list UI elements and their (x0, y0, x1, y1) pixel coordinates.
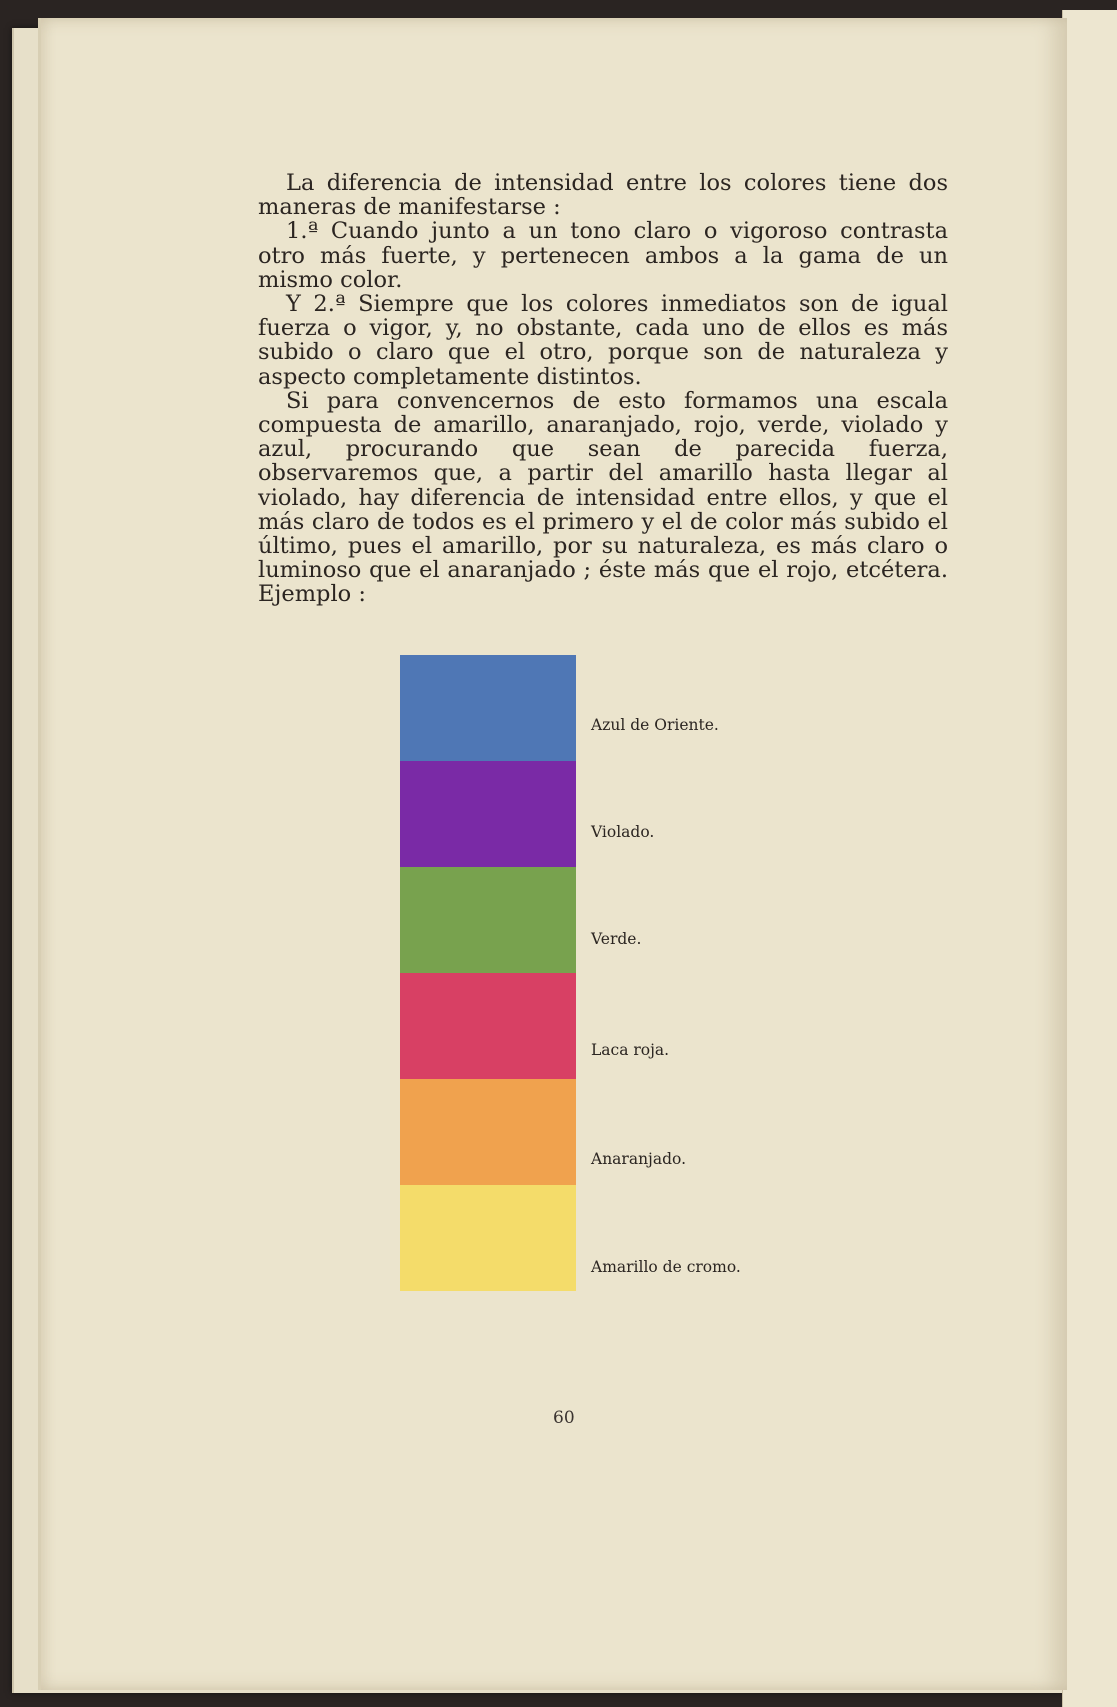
label-verde: Verde. (591, 930, 642, 948)
paragraph-second-case: Y 2.ª Siempre que los colores inmediatos son de igual fuerza o vigor, y, no obstante, cada uno de ellos es más subido o claro que el otro, porque son de naturaleza y aspecto completamente distintos. (258, 291, 948, 390)
label-azul-de-oriente: Azul de Oriente. (591, 716, 719, 734)
swatch-amarillo-de-cromo (400, 1185, 576, 1291)
paragraph-example: Si para convencernos de esto formamos una escala compuesta de amarillo, anaranjado, rojo, verde, violado y azul, procurando que sean de parecida fuerza, observaremos que, a partir del amarillo hasta llegar al violado, hay diferencia de intensidad entre ellos, y que el más claro de todos es el primero y el de color más subido el último, pues el amarillo, por su naturaleza, es más claro o luminoso que el anaranjado ; éste más que el rojo, etcétera. Ejemplo : (258, 387, 948, 608)
page-number: 60 (553, 1408, 575, 1428)
label-violado: Violado. (591, 823, 655, 841)
swatch-azul-de-oriente (400, 655, 576, 761)
label-anaranjado: Anaranjado. (591, 1150, 687, 1168)
paragraph-first-case: 1.ª Cuando junto a un tono claro o vigoroso contrasta otro más fuerte, y pertenecen ambos a la gama de un mismo color. (258, 218, 948, 293)
paragraph-intro: La diferencia de intensidad entre los colores tiene dos maneras de manifestarse : (258, 170, 948, 221)
swatch-violado (400, 761, 576, 867)
facing-page-edge (1062, 10, 1117, 1707)
label-amarillo-de-cromo: Amarillo de cromo. (591, 1258, 741, 1276)
swatch-anaranjado (400, 1079, 576, 1185)
label-laca-roja: Laca roja. (591, 1041, 670, 1059)
swatch-laca-roja (400, 973, 576, 1079)
color-scale (400, 655, 578, 1291)
swatch-verde (400, 867, 576, 973)
body-text (258, 171, 948, 607)
